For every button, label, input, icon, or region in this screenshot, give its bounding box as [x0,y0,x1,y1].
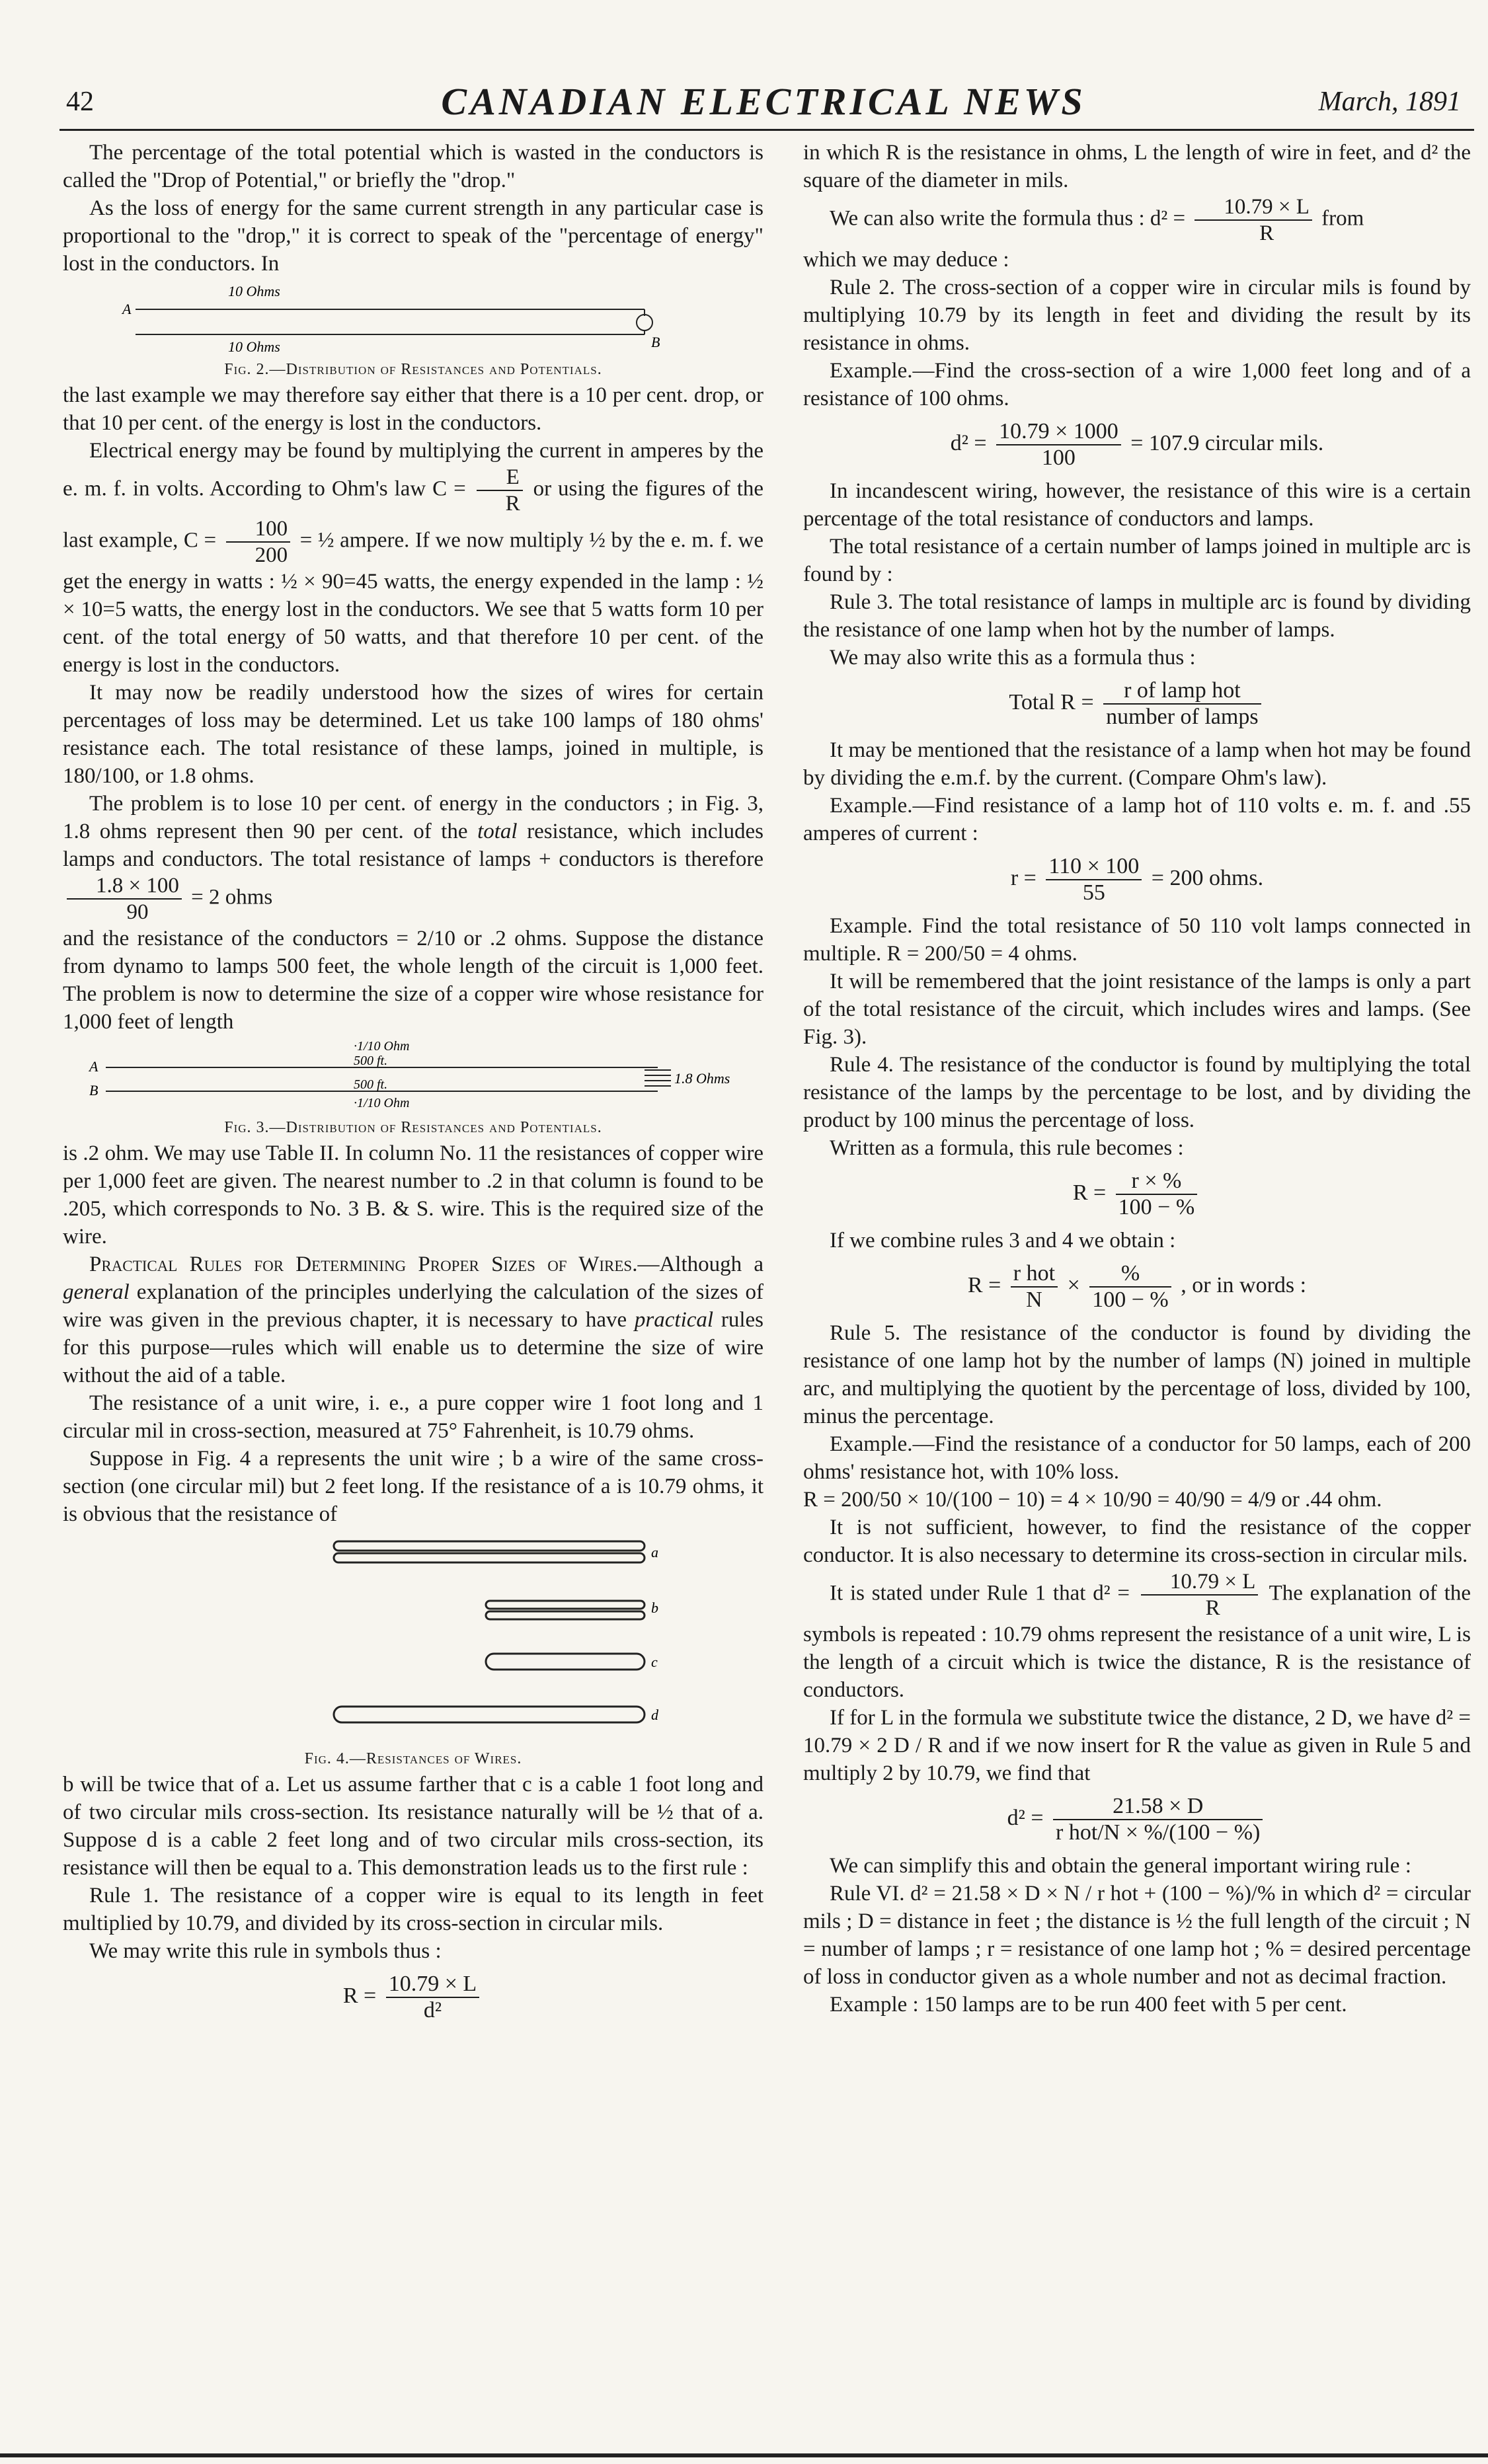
paragraph: In incandescent wiring, however, the resistance of this wire is a certain percentage of the total resistance of conductors and lamps. [803,479,1471,531]
figure-3-caption: Fig. 3.—Distribution of Resistances and Potentials. [224,1119,602,1136]
paragraph: Example : 150 lamps are to be run 400 feet with 5 per cent. [830,1993,1347,2017]
svg-text:B: B [89,1082,98,1098]
svg-text:b: b [651,1599,658,1616]
paragraph: Suppose in Fig. 4 a represents the unit wire ; b a wire of the same cross-section (one circular mil) but 2 feet long. If the resistance of a is 10.79 ohms, it is obvious that the resistance of [63,1447,764,1526]
figure-4-caption: Fig. 4.—Resistances of Wires. [304,1750,522,1767]
paragraph: The percentage of the total potential which is wasted in the conductors is called the "Drop of Potential," or briefly the "drop." [63,141,764,192]
paragraph: We can also write the formula thus : d² = $\frac{10.79 \times L}{R}$ from [830,195,1364,245]
paragraph: It will be remembered that the joint resistance of the lamps is only a part of the total resistance of the circuit, which includes wires and lamps. (See Fig. 3). [803,970,1471,1049]
paragraph: We may also write this as a formula thus : [830,646,1196,670]
formula-example-2: r = $\frac{110 \times 100}{55}$ = 200 ohms. [1010,854,1264,905]
paragraph: Example.—Find the cross-section of a wire 1,000 feet long and of a resistance of 100 ohms. [803,359,1471,410]
formula-substituted: d² = $\frac{21.58 \times D}{\text{r hot/N × \%/(100 − \%)}}$ [803,1794,1471,1845]
paragraph: is .2 ohm. We may use Table II. In column No. 11 the resistances of copper wire per 1,000 feet are given. The nearest number to .2 in that column is found to be .205, which corresponds to No. 3 B. & S. wire. This is the required size of the wire. [63,1141,764,1249]
paragraph: If we combine rules 3 and 4 we obtain : [830,1229,1176,1252]
paragraph: Rule 5. The resistance of the conductor is found by dividing the resistance of one lamp hot by the number of lamps (N) joined in multiple arc, and multiplying the quotient by the percentage of loss, divided by 100, minus the percentage. [803,1321,1471,1428]
paragraph: It is stated under Rule 1 that d² = $\frac{10.79 \times L}{R}$ The explanation of the symbols is repeated : 10.79 ohms represent the resistance of a unit wire, L is the length of a circuit which is twice the distance, R is the resistance of conductors. [803,1570,1471,1702]
paragraph: in which R is the resistance in ohms, L the length of wire in feet, and d² the square of the diameter in mils. [803,141,1471,192]
paragraph: Electrical energy may be found by multiplying the current in amperes by the e. m. f. in volts. According to Ohm's law C = $\frac{E}{R}$ or using the figures of the last example, C = $\frac{100}{200}$ = ½ ampere. If we now multiply ½ by the e. m. f. we get the energy in watts : ½ × 90=45 watts, the energy expended in the lamp : ½ × 10=5 watts, the energy lost in the conductors. We see that 5 watts form 10 per cent. of the total energy of 50 watts, and that therefore 10 per cent. of the energy is lost in the conductors. [63,439,764,677]
svg-text:·1/10 Ohm: ·1/10 Ohm [354,1039,410,1054]
fig2-bottom-label: 10 Ohms [228,338,280,355]
paragraph: Rule 2. The cross-section of a copper wire in circular mils is found by multiplying 10.79 by its length in feet and dividing the result by its resistance in ohms. [803,276,1471,355]
fig2-lamp [637,315,652,330]
paragraph: the last example we may therefore say either that there is a 10 per cent. drop, or that 10 per cent. of the energy is lost in the conductors. [63,383,764,435]
svg-text:500 ft.: 500 ft. [354,1077,388,1092]
paragraph: The total resistance of a certain number of lamps joined in multiple arc is found by : [803,535,1471,586]
fig2-label-a: A [122,301,132,317]
figure-3-diagram [63,1036,764,1115]
paragraph: If for L in the formula we substitute twice the distance, 2 D, we have d² = 10.79 × 2 D / R and if we now insert for R the value as given in Rule 5 and multiply 2 by 10.79, we find that [803,1706,1471,1785]
svg-text:d: d [651,1707,658,1723]
paragraph: which we may deduce : [803,248,1009,272]
formula-rule-3: Total R = $\frac{\text{r of lamp hot}}{\text{number of lamps}}$ [803,678,1471,730]
paragraph: As the loss of energy for the same current strength in any particular case is proportional to the "drop," it is correct to speak of the "percentage of energy" lost in the conductors. In [63,196,764,276]
paragraph: Rule 4. The resistance of the conductor is found by multiplying the total resistance of the lamps by the percentage to be lost, and by dividing the product by 100 minus the percentage of loss. [803,1053,1471,1132]
fig2-label-b: B [651,334,660,350]
paragraph: The resistance of a unit wire, i. e., a pure copper wire 1 foot long and 1 circular mil in cross-section, measured at 75° Fahrenheit, is 10.79 ohms. [63,1391,764,1443]
paragraph: Rule 1. The resistance of a copper wire is equal to its length in feet multiplied by 10.79, and divided by its cross-section in circular mils. [63,1884,764,1935]
figure-2-diagram [63,278,764,357]
svg-text:a: a [651,1544,658,1560]
paragraph: It is not sufficient, however, to find the resistance of the copper conductor. It is also necessary to determine its cross-section in circular mils. [803,1516,1471,1567]
rule-vi: Rule VI. d² = 21.58 × D × N / r hot + (100 − %)/% in which d² = circular mils ; D = distance in feet ; the distance is ½ the full length of the circuit ; N = number of lamps ; r = resistance of one lamp hot ; % = desired percentage of loss in conductor given as a whole number and not as decimal fraction. [803,1882,1471,1989]
left-column [63,139,764,2030]
paragraph: We can simplify this and obtain the general important wiring rule : [830,1854,1411,1878]
svg-text:c: c [651,1654,658,1670]
paragraph: Example.—Find resistance of a lamp hot of 110 volts e. m. f. and .55 amperes of current : [803,794,1471,845]
paragraph: b will be twice that of a. Let us assume farther that c is a cable 1 foot long and of two circular mils cross-section. Its resistance naturally will be ½ that of a. Suppose d is a cable 2 feet long and of two circular mils cross-section, its resistance will then be equal to a. This demonstration leads us to the first rule : [63,1773,764,1880]
formula-example-3: R = 200/50 × 10/(100 − 10) = 4 × 10/90 = 40/90 = 4/9 or .44 ohm. [803,1488,1382,1512]
svg-text:A: A [89,1058,98,1075]
svg-text:500 ft.: 500 ft. [354,1054,388,1068]
paragraph: Rule 3. The total resistance of lamps in multiple arc is found by dividing the resistance of one lamp when hot by the number of lamps. [803,590,1471,642]
figure-4-diagram [63,1528,764,1746]
fig2-top-label: 10 Ohms [228,283,280,299]
formula-combined: R = $\frac{\text{r hot}}{N}$ × $\frac{\%}{100 - \%}$ , or in words : [967,1261,1307,1312]
formula-example-1: d² = $\frac{10.79 \times 1000}{100}$ = 107.9 circular mils. [950,419,1324,470]
issue-date: March, 1891 [1318,87,1461,117]
paragraph: Example.—Find the resistance of a conductor for 50 lamps, each of 200 ohms' resistance hot, with 10% loss. [803,1432,1471,1484]
svg-text:·1/10 Ohm: ·1/10 Ohm [354,1096,410,1110]
page-number: 42 [66,87,94,117]
paragraph: The problem is to lose 10 per cent. of energy in the conductors ; in Fig. 3, 1.8 ohms represent then 90 per cent. of the total resistance, which includes lamps and conductors. The total resistance of lamps + conductors is therefore $\frac{1.8 \times 100}{90}$ = 2 ohms [63,792,764,924]
paragraph: Practical Rules for Determining Proper Sizes of Wires.—Although a general explanation of the principles underlying the calculation of the sizes of wire was given in the previous chapter, it is necessary to have practical rules for this purpose—rules which will enable us to determine the size of wire without the aid of a table. [63,1252,764,1387]
paragraph: It may now be readily understood how the sizes of wires for certain percentages of loss may be determined. Let us take 100 lamps of 180 ohms' resistance each. The total resistance of these lamps, joined in multiple, is 180/100, or 1.8 ohms. [63,681,764,788]
publication-title: CANADIAN ELECTRICAL NEWS [441,80,1086,123]
svg-text:1.8 Ohms: 1.8 Ohms [674,1070,730,1087]
header-rule [59,129,1474,131]
formula-rule-4: R = $\frac{r \times \%}{100 - \%}$ [803,1169,1471,1220]
paragraph: We may write this rule in symbols thus : [89,1939,442,1963]
paragraph: It may be mentioned that the resistance of a lamp when hot may be found by dividing the e.m.f. by the current. (Compare Ohm's law). [803,738,1471,790]
right-column [803,139,1471,2019]
figure-2-caption: Fig. 2.—Distribution of Resistances and Potentials. [224,361,602,378]
paragraph: Written as a formula, this rule becomes : [830,1136,1184,1160]
paragraph: Example. Find the total resistance of 50 110 volt lamps connected in multiple. R = 200/50 = 4 ohms. [803,914,1471,966]
formula-rule-1: R = $\frac{10.79 \times L}{\text{d²}}$ [63,1972,764,2023]
bottom-rule [0,2453,1488,2457]
page-header [53,79,1474,132]
paragraph: and the resistance of the conductors = 2/10 or .2 ohms. Suppose the distance from dynamo to lamps 500 feet, the whole length of the circuit is 1,000 feet. The problem is now to determine the size of a copper wire whose resistance for 1,000 feet of length [63,927,764,1034]
